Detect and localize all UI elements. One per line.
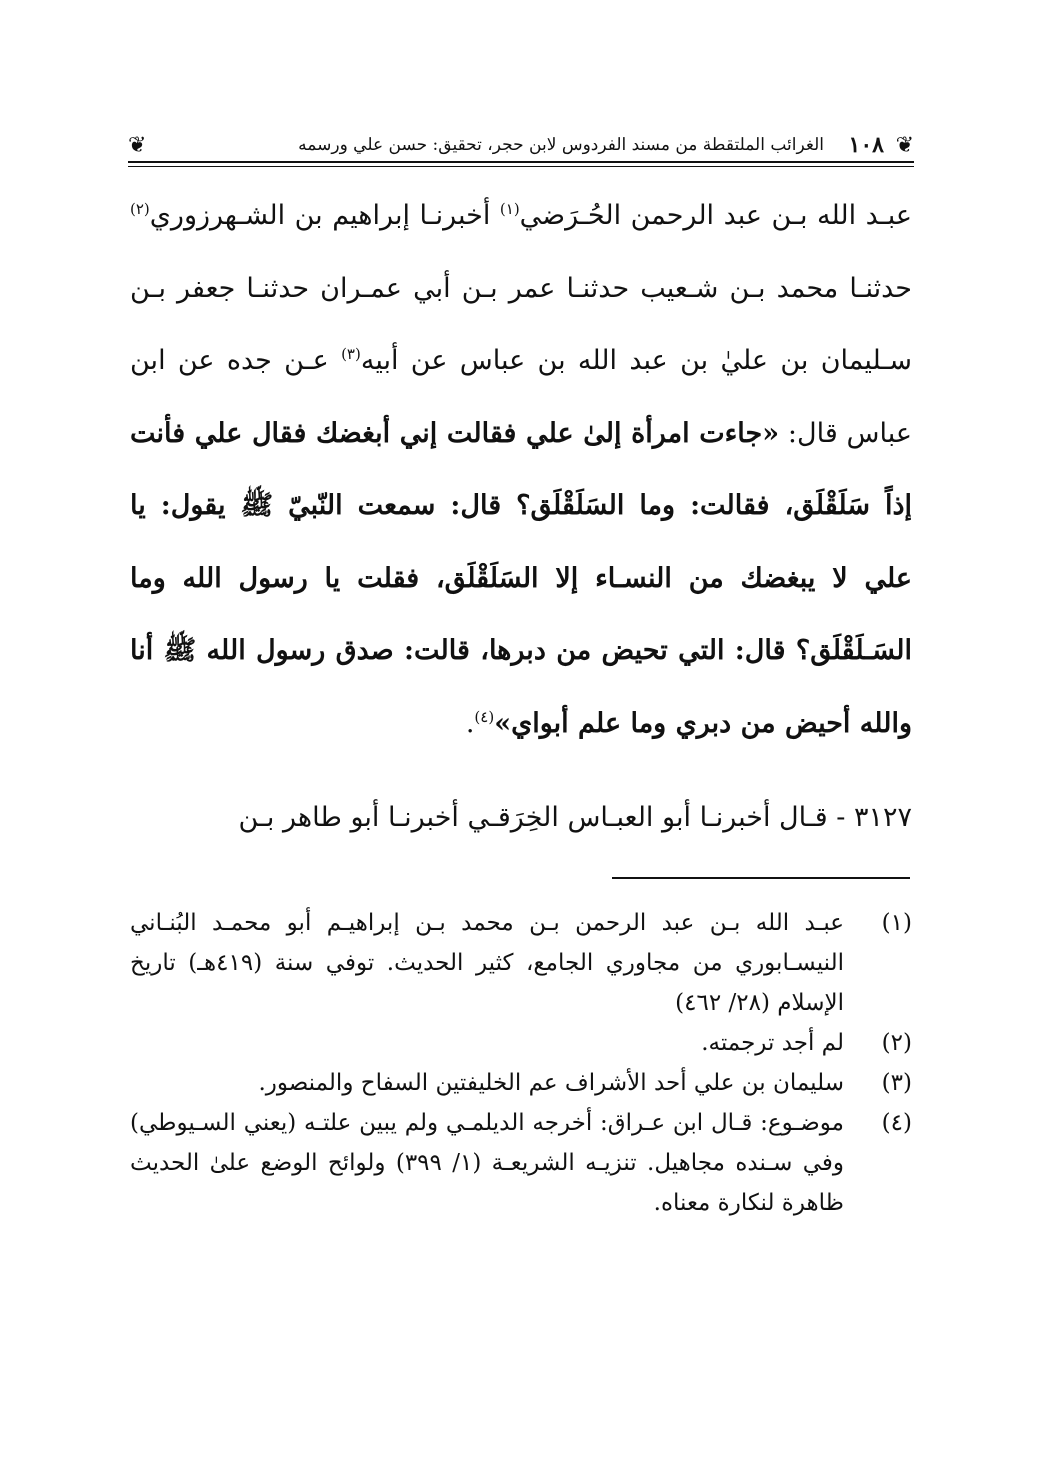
main-text xyxy=(130,180,912,855)
isnad-text-4: عـن جده عن ابن عباس قال: xyxy=(130,345,912,449)
footnote-text: عبـد الله بـن عبد الرحمن بـن محمد بـن إبراهيـم أبو محمـد البُنـاني النيسـابوري من مجاوري الجامع، كثير الحديث. توفي سنة (٤١٩هـ) تاريخ الإسلام (٢٨/ ٤٦٢) xyxy=(130,910,845,1016)
footnote-text: سليمان بن علي أحد الأشراف عم الخليفتين السفاح والمنصور. xyxy=(258,1070,844,1096)
footnote-1 xyxy=(130,903,912,1023)
footnote-ref-4[interactable]: (٤) xyxy=(474,707,495,726)
footnote-number: (٢) xyxy=(881,1030,912,1056)
footnote-3 xyxy=(130,1063,912,1103)
footnotes xyxy=(130,903,912,1223)
footnote-number: (٣) xyxy=(881,1070,912,1096)
hadith-paragraph xyxy=(130,180,912,760)
footnote-text: موضـوع: قـال ابن عـراق: أخرجه الديلمـي ولم يبين علتـه (يعني السـيوطي) وفي سـنده مجاهيل. تنزيـه الشريعـة (١/ ٣٩٩) ولوائح الوضع علىٰ الحديث ظاهرة لنكارة معناه. xyxy=(130,1110,844,1216)
header-rule xyxy=(128,161,914,163)
footnote-ref-3[interactable]: (٣) xyxy=(341,345,361,363)
isnad-text-1: عبـد الله بـن عبد الرحمن الحُـرَضي xyxy=(519,200,913,231)
footnote-text: لم أجد ترجمته. xyxy=(701,1030,844,1056)
hadith-matn: «جاءت امرأة إلىٰ علي فقالت إني أبغضك فقال علي فأنت إذاً سَلَقْلَق، فقالت: وما السَلَقْلَق؟ قال: سمعت النّبيّ ﷺ يقول: يا علي لا يبغضك من النسـاء إلا السَلَقْلَق، فقلت يا رسول الله وما السَـلَقْلَق؟ قال: التي تحيض من دبرها، قالت: صدق رسول الله ﷺ أنا والله أحيض من دبري وما علم أبواي» xyxy=(130,417,912,739)
running-header xyxy=(128,125,914,173)
footnote-number: (٤) xyxy=(881,1110,912,1136)
footnote-number: (١) xyxy=(881,910,912,936)
next-hadith-paragraph: ٣١٢٧ - قـال أخبرنـا أبو العبـاس الخِرَقـي أخبرنـا أبو طاهر بـن xyxy=(238,802,912,833)
isnad-text-2: أخبرنـا إبراهيم بن الشـهرزوري xyxy=(149,200,500,231)
running-title: الغرائب الملتقطة من مسند الفردوس لابن حجر، تحقيق: حسن علي ورسمه xyxy=(298,135,824,155)
footnote-4 xyxy=(130,1103,912,1223)
footnote-separator xyxy=(612,877,910,879)
left-ornament-icon: ❦ xyxy=(128,133,147,158)
footnote-ref-1[interactable]: (١) xyxy=(499,200,520,218)
paragraph-end: . xyxy=(465,707,475,739)
footnote-ref-2[interactable]: (٢) xyxy=(130,200,150,218)
footnote-2 xyxy=(130,1023,912,1063)
right-ornament-icon: ❦ xyxy=(895,133,914,158)
page-number: ١٠٨ xyxy=(848,132,884,158)
isnad-text-3: حدثنـا محمد بـن شـعيب حدثنـا عمر بـن أبي عمـران حدثنـا جعفر بـن سـليمان بن عليٰ بن عبد الله بن عباس عن أبيه xyxy=(130,272,912,376)
header-rule-thin xyxy=(128,166,914,167)
